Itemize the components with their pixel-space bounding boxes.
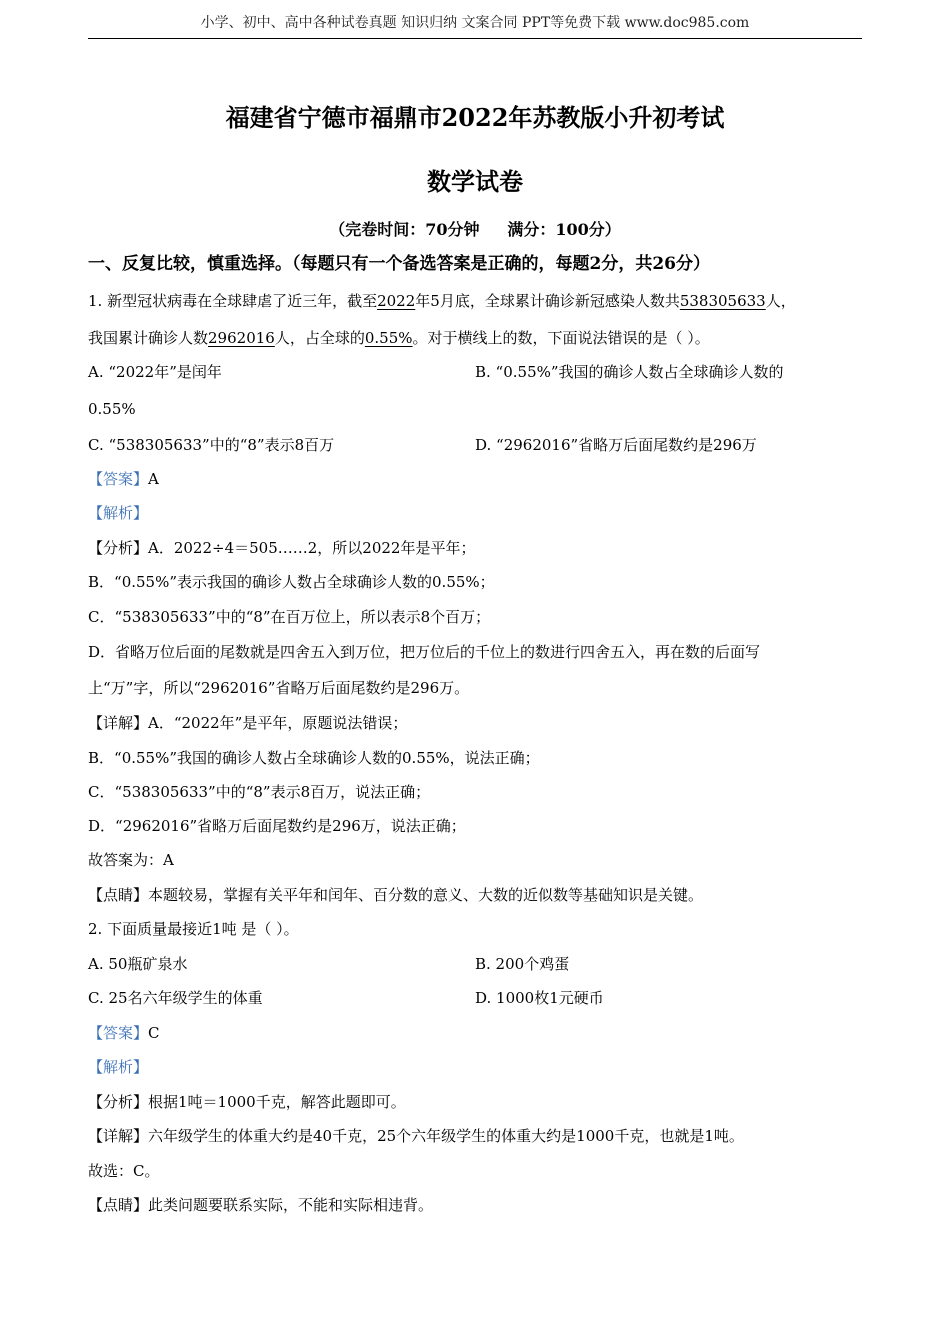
q1-stem-text: 人， xyxy=(765,292,796,310)
q2-option-b: B. 200个鸡蛋 xyxy=(475,955,570,973)
q1-percent-underlined: 0.55% xyxy=(364,329,413,347)
q1-stem-text: 我国累计确诊人数 xyxy=(88,329,209,347)
answer-value: A xyxy=(148,470,159,488)
header-divider xyxy=(88,38,862,39)
q1-answer xyxy=(88,469,159,489)
q1-option-b-continued: 0.55% xyxy=(88,400,136,418)
q2-detail: 【详解】六年级学生的体重大约是40千克，25个六年级学生的体重大约是1000千克，也就是1吨。 xyxy=(88,1127,744,1145)
q1-global-count-underlined: 538305633 xyxy=(679,292,766,310)
q2-conclusion: 故选：C。 xyxy=(88,1162,160,1180)
answer-value: C xyxy=(148,1024,160,1042)
q1-analysis-tag: 【解析】 xyxy=(88,504,149,522)
q1-year-underlined: 2022 xyxy=(377,292,416,310)
q2-stem: 2. 下面质量最接近1吨 是（ ）。 xyxy=(88,920,299,938)
page-header: 小学、初中、高中各种试卷真题 知识归纳 文案合同 PPT等免费下载 www.doc985.com xyxy=(200,15,750,31)
q1-detail-line: 【详解】A．“2022年”是平年，原题说法错误； xyxy=(88,714,408,732)
q1-stem-text: 年5月底，全球累计确诊新冠感染人数共 xyxy=(415,292,680,310)
q2-analysis: 【分析】根据1吨＝1000千克，解答此题即可。 xyxy=(88,1093,406,1111)
q2-comment: 【点睛】此类问题要联系实际，不能和实际相违背。 xyxy=(88,1196,434,1214)
answer-tag: 【答案】 xyxy=(88,1024,149,1042)
q1-analysis-line: C．“538305633”中的“8”在百万位上，所以表示8个百万； xyxy=(88,608,491,626)
q1-option-b: B. “0.55%”我国的确诊人数占全球确诊人数的 xyxy=(475,363,784,381)
q1-analysis-line: 【分析】A．2022÷4＝505……2，所以2022年是平年； xyxy=(88,539,476,557)
q1-detail-line: B．“0.55%”我国的确诊人数占全球确诊人数的0.55%，说法正确； xyxy=(88,749,540,767)
q2-analysis-tag: 【解析】 xyxy=(88,1058,149,1076)
q1-detail-line: 故答案为：A xyxy=(88,851,174,869)
exam-time-score: （完卷时间：70分钟 满分：100分） xyxy=(329,220,621,239)
answer-tag: 【答案】 xyxy=(88,470,149,488)
q1-detail-line: D．“2962016”省略万后面尾数约是296万，说法正确； xyxy=(88,817,466,835)
q1-option-c: C. “538305633”中的“8”表示8百万 xyxy=(88,436,335,454)
q2-option-a: A. 50瓶矿泉水 xyxy=(88,955,188,973)
q1-stem-text: 。对于横线上的数，下面说法错误的是（ ）。 xyxy=(412,329,710,347)
q1-option-d: D. “2962016”省略万后面尾数约是296万 xyxy=(475,436,757,454)
q2-answer xyxy=(88,1023,160,1043)
q1-china-count-underlined: 2962016 xyxy=(208,329,275,347)
q1-analysis-line: D．省略万位后面的尾数就是四舍五入到万位，把万位后的千位上的数进行四舍五入，再在数的后面写 xyxy=(88,643,761,661)
q1-detail-line: C．“538305633”中的“8”表示8百万，说法正确； xyxy=(88,783,431,801)
q1-stem-line1 xyxy=(88,291,796,311)
q2-option-d: D. 1000枚1元硬币 xyxy=(475,989,604,1007)
q1-stem-text: 1. 新型冠状病毒在全球肆虐了近三年，截至 xyxy=(88,292,378,310)
q1-comment: 【点睛】本题较易，掌握有关平年和闰年、百分数的意义、大数的近似数等基础知识是关键。 xyxy=(88,886,704,904)
q1-stem-text: 人，占全球的 xyxy=(274,329,365,347)
q2-option-c: C. 25名六年级学生的体重 xyxy=(88,989,263,1007)
exam-title: 福建省宁德市福鼎市2022年苏教版小升初考试 xyxy=(225,103,725,132)
exam-subject: 数学试卷 xyxy=(427,167,523,196)
section-1-heading: 一、反复比较，慎重选择。（每题只有一个备选答案是正确的，每题2分，共26分） xyxy=(88,254,710,274)
q1-option-a: A. “2022年”是闰年 xyxy=(88,363,222,381)
q1-analysis-line: 上“万”字，所以“2962016”省略万后面尾数约是296万。 xyxy=(88,679,470,697)
q1-analysis-line: B．“0.55%”表示我国的确诊人数占全球确诊人数的0.55%； xyxy=(88,573,495,591)
q1-stem-line2 xyxy=(88,328,710,348)
